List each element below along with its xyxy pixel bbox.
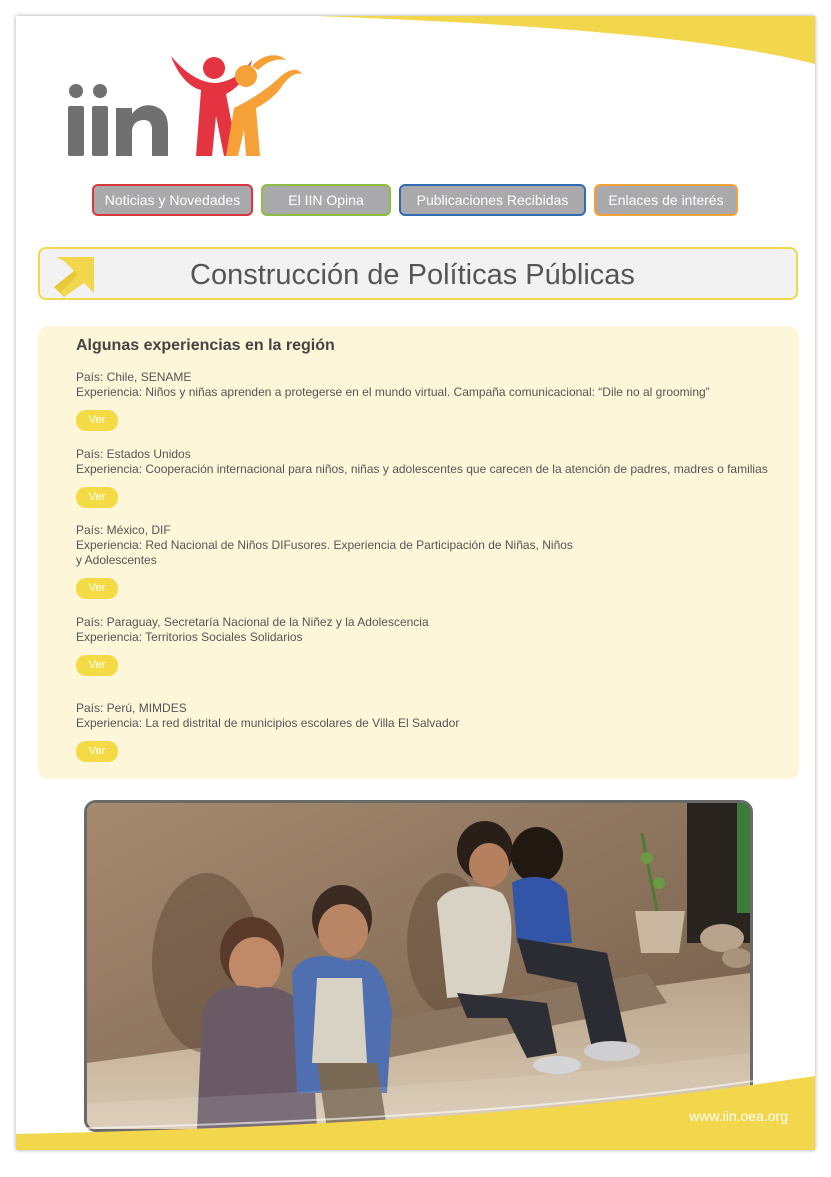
ver-button[interactable]: Ver: [76, 741, 118, 762]
experience-item: [76, 523, 786, 599]
experience-description: Experiencia: Red Nacional de Niños DIFusores. Experiencia de Participación de Niñas, Niños: [76, 538, 573, 552]
experience-description: Experiencia: La red distrital de municipios escolares de Villa El Salvador: [76, 716, 460, 730]
experience-country: País: Estados Unidos: [76, 447, 191, 461]
ver-button[interactable]: Ver: [76, 410, 118, 431]
experience-description: Experiencia: Cooperación internacional para niños, niñas y adolescentes que carecen de la atención de padres, madres o familias: [76, 462, 768, 476]
experience-description-cont: y Adolescentes: [76, 553, 157, 567]
nav-enlaces-button[interactable]: Enlaces de interés: [594, 184, 738, 216]
page: [16, 16, 815, 1150]
experience-item: [76, 615, 786, 676]
experience-country: País: Chile, SENAME: [76, 370, 192, 384]
main-nav: [16, 184, 815, 220]
experience-country: País: Paraguay, Secretaría Nacional de la Niñez y la Adolescencia: [76, 615, 429, 629]
footer-url[interactable]: www.iin.oea.org: [689, 1108, 788, 1124]
experiences-heading: Algunas experiencias en la región: [76, 337, 335, 354]
section-title-bar: [38, 247, 798, 300]
experience-description: Experiencia: Territorios Sociales Solidarios: [76, 630, 303, 644]
nav-noticias-button[interactable]: Noticias y Novedades: [92, 184, 253, 216]
iin-logo[interactable]: [66, 46, 306, 176]
ver-button[interactable]: Ver: [76, 655, 118, 676]
nav-iin-opina-button[interactable]: El IIN Opina: [261, 184, 391, 216]
experience-country: País: Perú, MIMDES: [76, 701, 187, 715]
experience-description: Experiencia: Niños y niñas aprenden a protegerse en el mundo virtual. Campaña comunicacional: “Dile no al grooming”: [76, 385, 710, 399]
experience-item: [76, 370, 786, 431]
experience-item: [76, 701, 786, 762]
experience-item: [76, 447, 786, 508]
nav-publicaciones-button[interactable]: Publicaciones Recibidas: [399, 184, 586, 216]
experience-country: País: México, DIF: [76, 523, 171, 537]
ver-button[interactable]: Ver: [76, 487, 118, 508]
experiences-panel: [38, 326, 799, 779]
ver-button[interactable]: Ver: [76, 578, 118, 599]
arrow-up-right-icon: [52, 253, 98, 297]
page-title: Construcción de Políticas Públicas: [190, 259, 635, 291]
